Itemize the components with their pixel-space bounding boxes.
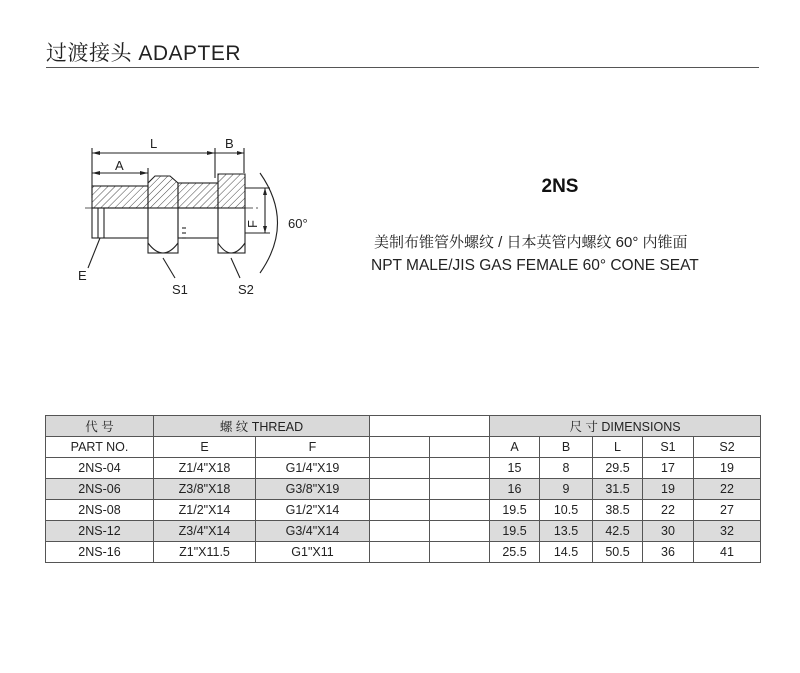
table-row <box>46 458 761 479</box>
cell-b: 9 <box>540 479 593 500</box>
header-a: A <box>490 437 540 458</box>
cell-blank <box>370 500 430 521</box>
cell-l: 31.5 <box>593 479 643 500</box>
label-angle: 60° <box>288 216 308 231</box>
cell-e: Z3/4"X14 <box>154 521 256 542</box>
cell-l: 42.5 <box>593 521 643 542</box>
cell-a: 25.5 <box>490 542 540 563</box>
cell-f: G1/2"X14 <box>256 500 370 521</box>
cell-b: 10.5 <box>540 500 593 521</box>
header-blank-2 <box>430 437 490 458</box>
cell-part: 2NS-08 <box>46 500 154 521</box>
label-e: E <box>78 268 87 283</box>
cell-blank <box>370 521 430 542</box>
header-f: F <box>256 437 370 458</box>
cell-s2: 41 <box>694 542 761 563</box>
cell-f: G1"X11 <box>256 542 370 563</box>
page-title: 过渡接头 ADAPTER <box>46 42 242 65</box>
cell-s1: 36 <box>643 542 694 563</box>
cell-b: 8 <box>540 458 593 479</box>
cell-s2: 27 <box>694 500 761 521</box>
label-b: B <box>225 136 234 151</box>
table-header-row-2 <box>46 437 761 458</box>
label-a: A <box>115 158 124 173</box>
cell-b: 13.5 <box>540 521 593 542</box>
adapter-drawing <box>60 128 330 308</box>
cell-blank <box>430 479 490 500</box>
header-part-no: PART NO. <box>46 437 154 458</box>
cell-a: 16 <box>490 479 540 500</box>
header-dimensions: 尺 寸 DIMENSIONS <box>490 416 761 437</box>
header-s1: S1 <box>643 437 694 458</box>
description-english: NPT MALE/JIS GAS FEMALE 60° CONE SEAT <box>371 257 699 274</box>
cell-s2: 22 <box>694 479 761 500</box>
table-row <box>46 479 761 500</box>
header-s2: S2 <box>694 437 761 458</box>
cell-a: 15 <box>490 458 540 479</box>
title-divider <box>46 67 759 68</box>
header-e: E <box>154 437 256 458</box>
cell-blank <box>370 458 430 479</box>
cell-s2: 32 <box>694 521 761 542</box>
cell-part: 2NS-06 <box>46 479 154 500</box>
label-s2: S2 <box>238 282 254 297</box>
cell-e: Z1/2"X14 <box>154 500 256 521</box>
cell-s1: 19 <box>643 479 694 500</box>
cell-l: 38.5 <box>593 500 643 521</box>
cell-blank <box>430 458 490 479</box>
cell-l: 50.5 <box>593 542 643 563</box>
cell-a: 19.5 <box>490 521 540 542</box>
cell-s1: 17 <box>643 458 694 479</box>
table-row <box>46 521 761 542</box>
cell-b: 14.5 <box>540 542 593 563</box>
table-row <box>46 542 761 563</box>
header-b: B <box>540 437 593 458</box>
cell-blank <box>370 479 430 500</box>
description-chinese: 美制布锥管外螺纹 / 日本英管内螺纹 60° 内锥面 <box>374 234 688 251</box>
cell-l: 29.5 <box>593 458 643 479</box>
cell-e: Z3/8"X18 <box>154 479 256 500</box>
cell-s1: 30 <box>643 521 694 542</box>
header-code: 代 号 <box>46 416 154 437</box>
cell-f: G1/4"X19 <box>256 458 370 479</box>
cell-s2: 19 <box>694 458 761 479</box>
cell-part: 2NS-04 <box>46 458 154 479</box>
header-blank-1 <box>370 437 430 458</box>
label-f: F <box>245 220 260 228</box>
cell-blank <box>430 521 490 542</box>
model-number: 2NS <box>541 176 579 197</box>
cell-e: Z1/4"X18 <box>154 458 256 479</box>
table-row <box>46 500 761 521</box>
label-s1: S1 <box>172 282 188 297</box>
cell-e: Z1"X11.5 <box>154 542 256 563</box>
spec-table <box>45 415 761 563</box>
header-thread: 螺 纹 THREAD <box>154 416 370 437</box>
cell-blank <box>430 500 490 521</box>
cell-blank <box>430 542 490 563</box>
header-blank <box>370 416 490 437</box>
cell-f: G3/8"X19 <box>256 479 370 500</box>
cell-part: 2NS-12 <box>46 521 154 542</box>
cell-a: 19.5 <box>490 500 540 521</box>
header-l: L <box>593 437 643 458</box>
label-l: L <box>150 136 158 151</box>
cell-s1: 22 <box>643 500 694 521</box>
table-header-row-1 <box>46 416 761 437</box>
cell-part: 2NS-16 <box>46 542 154 563</box>
cell-f: G3/4"X14 <box>256 521 370 542</box>
cell-blank <box>370 542 430 563</box>
